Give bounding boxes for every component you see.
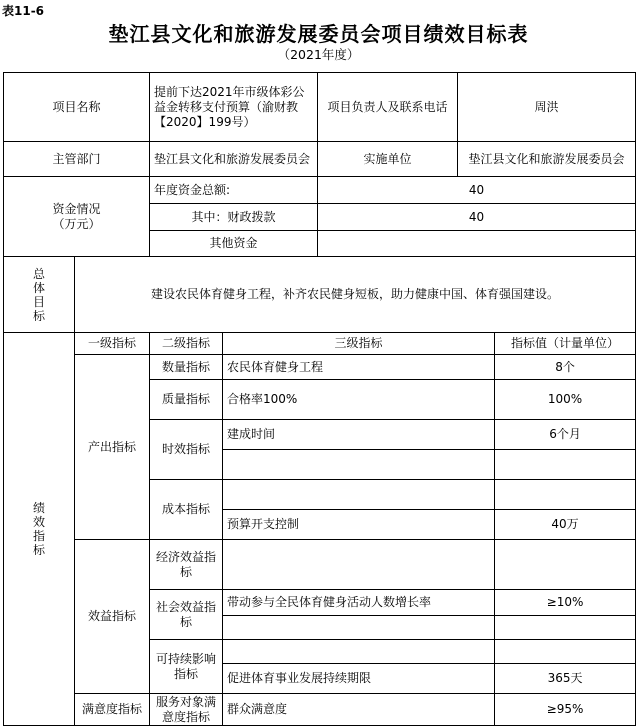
quantity-indicator-value: 8个: [495, 355, 636, 380]
dept-value: 垫江县文化和旅游发展委员会: [150, 142, 318, 177]
table-number: 表11-6: [2, 4, 45, 18]
header-level2: 二级指标: [150, 333, 223, 355]
service-satisfaction-value: ≥95%: [495, 694, 636, 726]
funds-other-label: 其他资金: [150, 231, 318, 257]
cost-indicator-value: 40万: [495, 510, 636, 540]
satisfaction-indicators-label: 满意度指标: [75, 694, 150, 726]
sustainable-value-empty: [495, 640, 636, 664]
funds-fiscal-label: 其中：财政拨款: [150, 204, 318, 231]
cost-value-empty: [495, 480, 636, 510]
cost-indicator-empty: [223, 480, 495, 510]
quality-indicator-detail: 合格率100%: [223, 380, 495, 420]
performance-indicators-label: 绩效指标: [4, 333, 75, 726]
timeliness-indicator-detail: 建成时间: [223, 420, 495, 450]
timeliness-value-empty: [495, 450, 636, 480]
output-indicators-label: 产出指标: [75, 355, 150, 540]
header-level3: 三级指标: [223, 333, 495, 355]
funds-other-value: [318, 231, 636, 257]
quantity-indicator-label: 数量指标: [150, 355, 223, 380]
project-name-value: 提前下达2021年市级体彩公益金转移支付预算（渝财教【2020】199号）: [150, 73, 318, 142]
social-benefit-label: 社会效益指标: [150, 590, 223, 640]
overall-target-label: 总体目标: [4, 257, 75, 333]
page-title: 垫江县文化和旅游发展委员会项目绩效目标表: [108, 22, 529, 46]
economic-benefit-detail: [223, 540, 495, 590]
funds-annual-label: 年度资金总额:: [150, 177, 318, 204]
social-benefit-detail: 带动参与全民体育健身活动人数增长率: [223, 590, 495, 616]
benefit-indicators-label: 效益指标: [75, 540, 150, 694]
social-value-empty: [495, 616, 636, 640]
funds-label: 资金情况 （万元）: [4, 177, 150, 257]
timeliness-indicator-value: 6个月: [495, 420, 636, 450]
service-satisfaction-label: 服务对象满意度指标: [150, 694, 223, 726]
service-satisfaction-detail: 群众满意度: [223, 694, 495, 726]
overall-target-value: 建设农民体育健身工程，补齐农民健身短板，助力健康中国、体育强国建设。: [75, 257, 636, 333]
economic-benefit-label: 经济效益指标: [150, 540, 223, 590]
quality-indicator-label: 质量指标: [150, 380, 223, 420]
timeliness-indicator-label: 时效指标: [150, 420, 223, 480]
year-subtitle: （2021年度）: [277, 47, 360, 62]
funds-annual-value: 40: [318, 177, 636, 204]
sustainable-impact-value: 365天: [495, 664, 636, 694]
project-name-label: 项目名称: [4, 73, 150, 142]
economic-benefit-value: [495, 540, 636, 590]
cost-indicator-label: 成本指标: [150, 480, 223, 540]
social-benefit-empty: [223, 616, 495, 640]
contact-label: 项目负责人及联系电话: [318, 73, 458, 142]
funds-fiscal-value: 40: [318, 204, 636, 231]
dept-label: 主管部门: [4, 142, 150, 177]
quality-indicator-value: 100%: [495, 380, 636, 420]
timeliness-indicator-empty: [223, 450, 495, 480]
performance-target-table: [3, 72, 636, 726]
impl-value: 垫江县文化和旅游发展委员会: [458, 142, 636, 177]
header-value: 指标值（计量单位）: [495, 333, 636, 355]
social-benefit-value: ≥10%: [495, 590, 636, 616]
contact-value: 周洪: [458, 73, 636, 142]
cost-indicator-detail: 预算开支控制: [223, 510, 495, 540]
quantity-indicator-detail: 农民体育健身工程: [223, 355, 495, 380]
impl-label: 实施单位: [318, 142, 458, 177]
sustainable-impact-detail: 促进体育事业发展持续期限: [223, 664, 495, 694]
sustainable-impact-label: 可持续影响指标: [150, 640, 223, 694]
sustainable-impact-empty: [223, 640, 495, 664]
header-level1: 一级指标: [75, 333, 150, 355]
